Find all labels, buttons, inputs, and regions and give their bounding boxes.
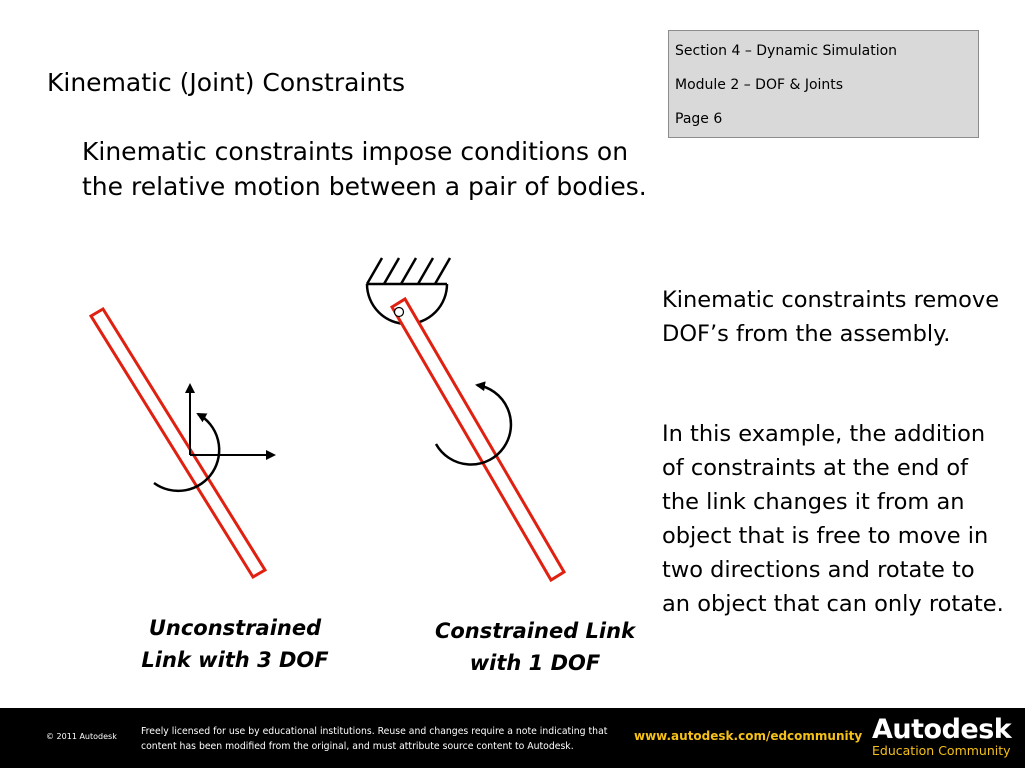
education-community-label: Education Community (872, 743, 1011, 758)
side-paragraph-1: Kinematic constraints remove DOF’s from the assembly. (662, 287, 1000, 347)
caption-unconstrained-line2: Link with 3 DOF (141, 648, 329, 672)
lead-text: Kinematic constraints impose conditions on the relative motion between a pair of bodies. (82, 137, 647, 201)
edcommunity-link[interactable]: www.autodesk.com/edcommunity (634, 729, 863, 743)
constrained-link (392, 299, 564, 580)
caption-constrained-line1: Constrained Link (434, 619, 636, 643)
footer-bar (0, 708, 1025, 768)
caption-unconstrained-line1: Unconstrained (148, 616, 322, 640)
slide-title: Kinematic (Joint) Constraints (47, 68, 406, 97)
license-text: Freely licensed for use by educational institutions. Reuse and changes require a note indicating that content has been modified from the original, and must attribute source content to Autodesk. (141, 726, 608, 752)
side-paragraph-2: In this example, the addition of constraints at the end of the link changes it from an object that is free to move in two directions and rotate to an object that can only rotate. (662, 421, 1004, 617)
autodesk-logo: Autodesk (872, 714, 1012, 745)
caption-constrained (425, 615, 645, 679)
caption-constrained-line2: with 1 DOF (469, 651, 601, 675)
pin-joint-icon (395, 308, 404, 317)
copyright-text: © 2011 Autodesk (46, 732, 117, 741)
caption-unconstrained (130, 612, 340, 676)
page-label: Page 6 (675, 111, 723, 127)
section-label: Section 4 – Dynamic Simulation (675, 43, 898, 59)
unconstrained-link (91, 309, 265, 577)
translation-axes-icon (190, 385, 274, 455)
module-label: Module 2 – DOF & Joints (675, 77, 844, 93)
